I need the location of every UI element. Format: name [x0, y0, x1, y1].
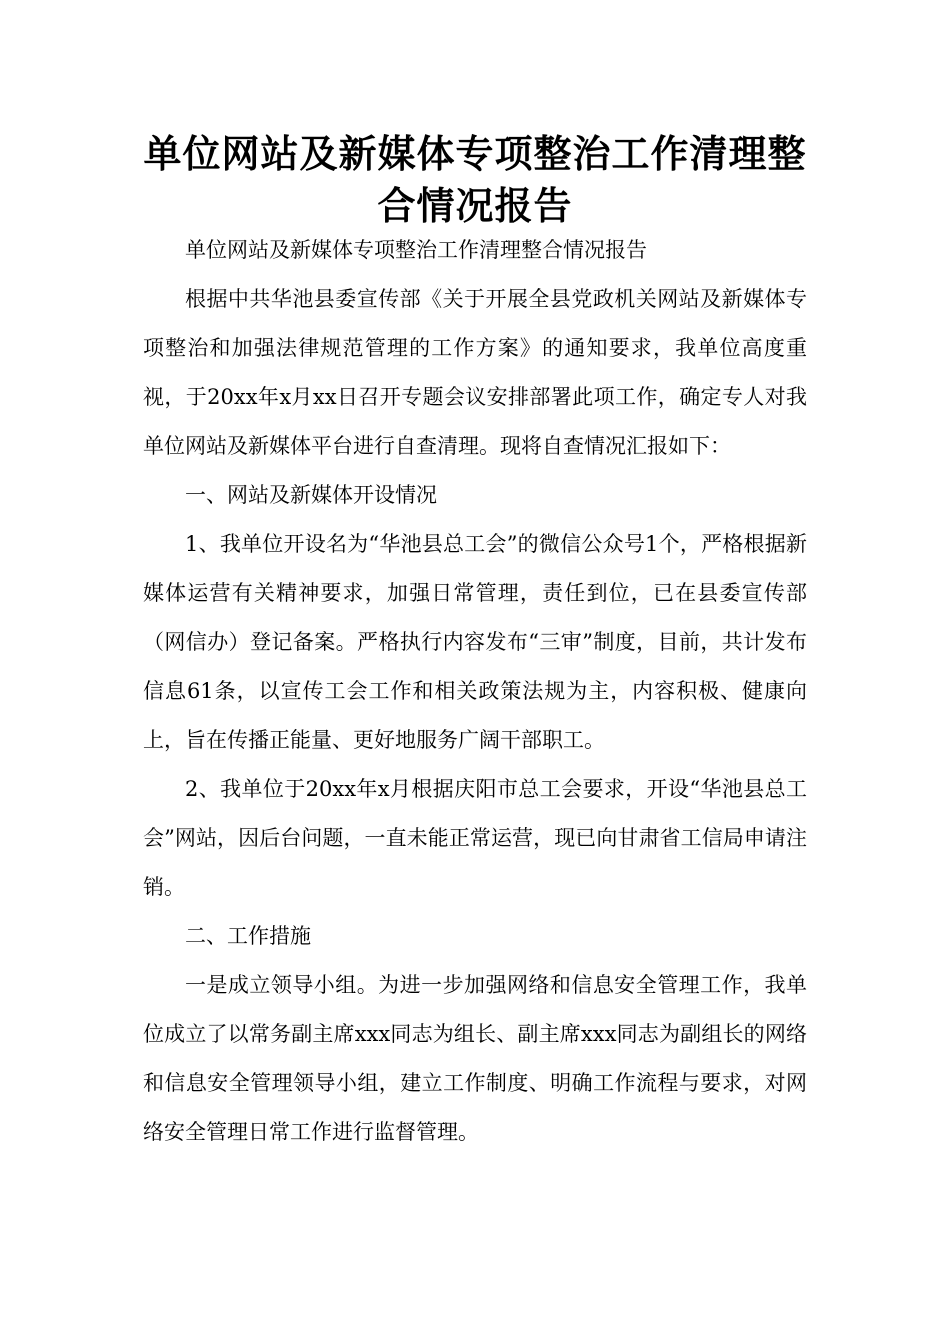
- measure-paragraph-1: 一是成立领导小组。为进一步加强网络和信息安全管理工作，我单位成立了以常务副主席xxx同志为组长、副主席xxx同志为副组长的网络和信息安全管理领导小组，建立工作制度、明确工作流程与要求，对网络安全管理日常工作进行监督管理。: [143, 973, 807, 1144]
- item-paragraph-2: 2、我单位于20xx年x月根据庆阳市总工会要求，开设“华池县总工会”网站，因后台问题，一直未能正常运营，现已向甘肃省工信局申请注销。: [143, 777, 807, 899]
- item-paragraph-1: 1、我单位开设名为“华池县总工会”的微信公众号1个，严格根据新媒体运营有关精神要求，加强日常管理，责任到位，已在县委宣传部（网信办）登记备案。严格执行内容发布“三审”制度，目前，共计发布信息61条，以宣传工会工作和相关政策法规为主，内容积极、健康向上，旨在传播正能量、更好地服务广阔干部职工。: [143, 532, 807, 752]
- document-title: 单位网站及新媒体专项整治工作清理整合情况报告: [143, 132, 807, 228]
- document-body: [143, 226, 807, 1157]
- section-heading-1: 一、网站及新媒体开设情况: [185, 483, 437, 507]
- intro-paragraph: 根据中共华池县委宣传部《关于开展全县党政机关网站及新媒体专项整治和加强法律规范管理的工作方案》的通知要求，我单位高度重视，于20xx年x月xx日召开专题会议安排部署此项工作，确定专人对我单位网站及新媒体平台进行自查清理。现将自查情况汇报如下：: [143, 287, 807, 458]
- section-heading-2: 二、工作措施: [185, 924, 311, 948]
- subtitle-paragraph: 单位网站及新媒体专项整治工作清理整合情况报告: [185, 238, 647, 262]
